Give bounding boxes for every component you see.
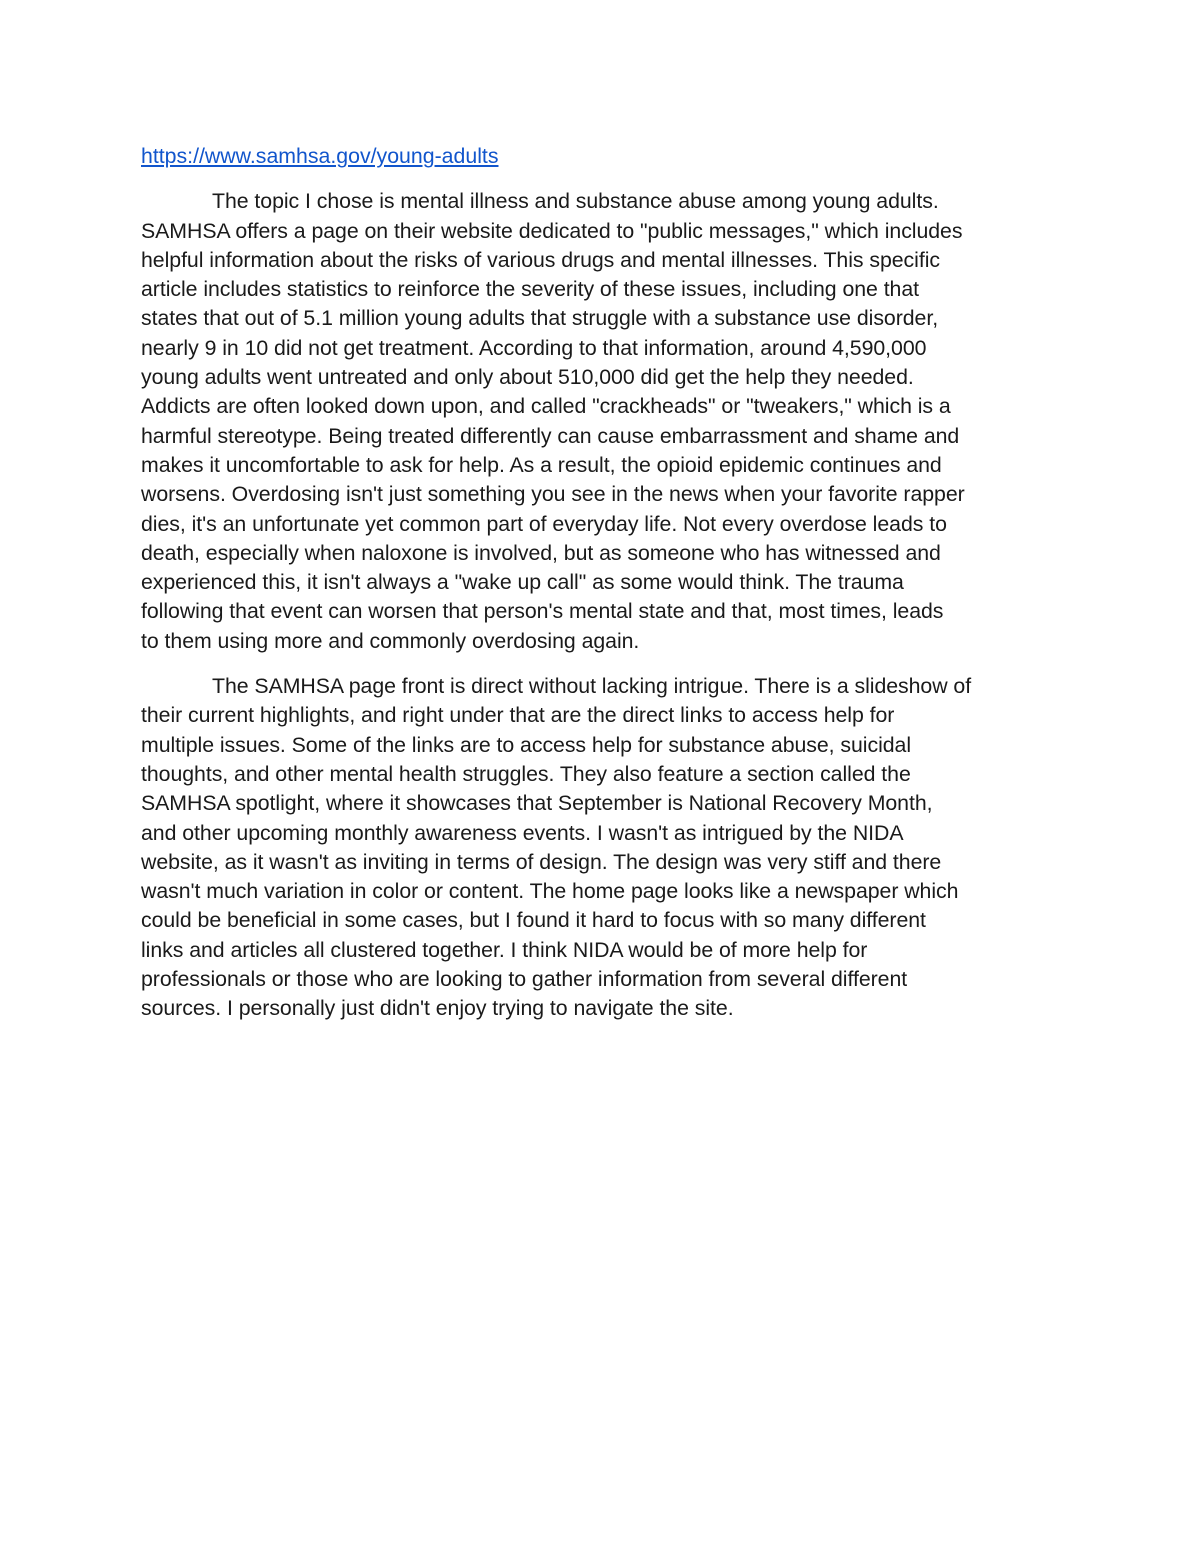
- paragraph-1: The topic I chose is mental illness and substance abuse among young adults. SAMHSA offers a page on their website dedicated to "public messages," which includes helpful information about the risks of various drugs and mental illnesses. This specific article includes statistics to reinforce the severity of these issues, including one that states that out of 5.1 million young adults that struggle with a substance use disorder, nearly 9 in 10 did not get treatment. According to that information, around 4,590,000 young adults went untreated and only about 510,000 did get the help they needed. Addicts are often looked down upon, and called "crackheads" or "tweakers," which is a harmful stereotype. Being treated differently can cause embarrassment and shame and makes it uncomfortable to ask for help. As a result, the opioid epidemic continues and worsens. Overdosing isn't just something you see in the news when your favorite rapper dies, it's an unfortunate yet common part of everyday life. Not every overdose leads to death, especially when naloxone is involved, but as someone who has witnessed and experienced this, it isn't always a "wake up call" as some would think. The trauma following that event can worsen that person's mental state and that, most times, leads to them using more and commonly overdosing again.: [141, 189, 965, 653]
- source-url-link[interactable]: https://www.samhsa.gov/young-adults: [141, 144, 499, 168]
- paragraph-2: The SAMHSA page front is direct without lacking intrigue. There is a slideshow of their current highlights, and right under that are the direct links to access help for multiple issues. Some of the links are to access help for substance abuse, suicidal thoughts, and other mental health struggles. They also feature a section called the SAMHSA spotlight, where it showcases that September is National Recovery Month, and other upcoming monthly awareness events. I wasn't as intrigued by the NIDA website, as it wasn't as inviting in terms of design. The design was very stiff and there wasn't much variation in color or content. The home page looks like a newspaper which could be beneficial in some cases, but I found it hard to focus with so many different links and articles all clustered together. I think NIDA would be of more help for professionals or those who are looking to gather information from several different sources. I personally just didn't enjoy trying to navigate the site.: [141, 674, 972, 1021]
- document-body: [141, 142, 1061, 1040]
